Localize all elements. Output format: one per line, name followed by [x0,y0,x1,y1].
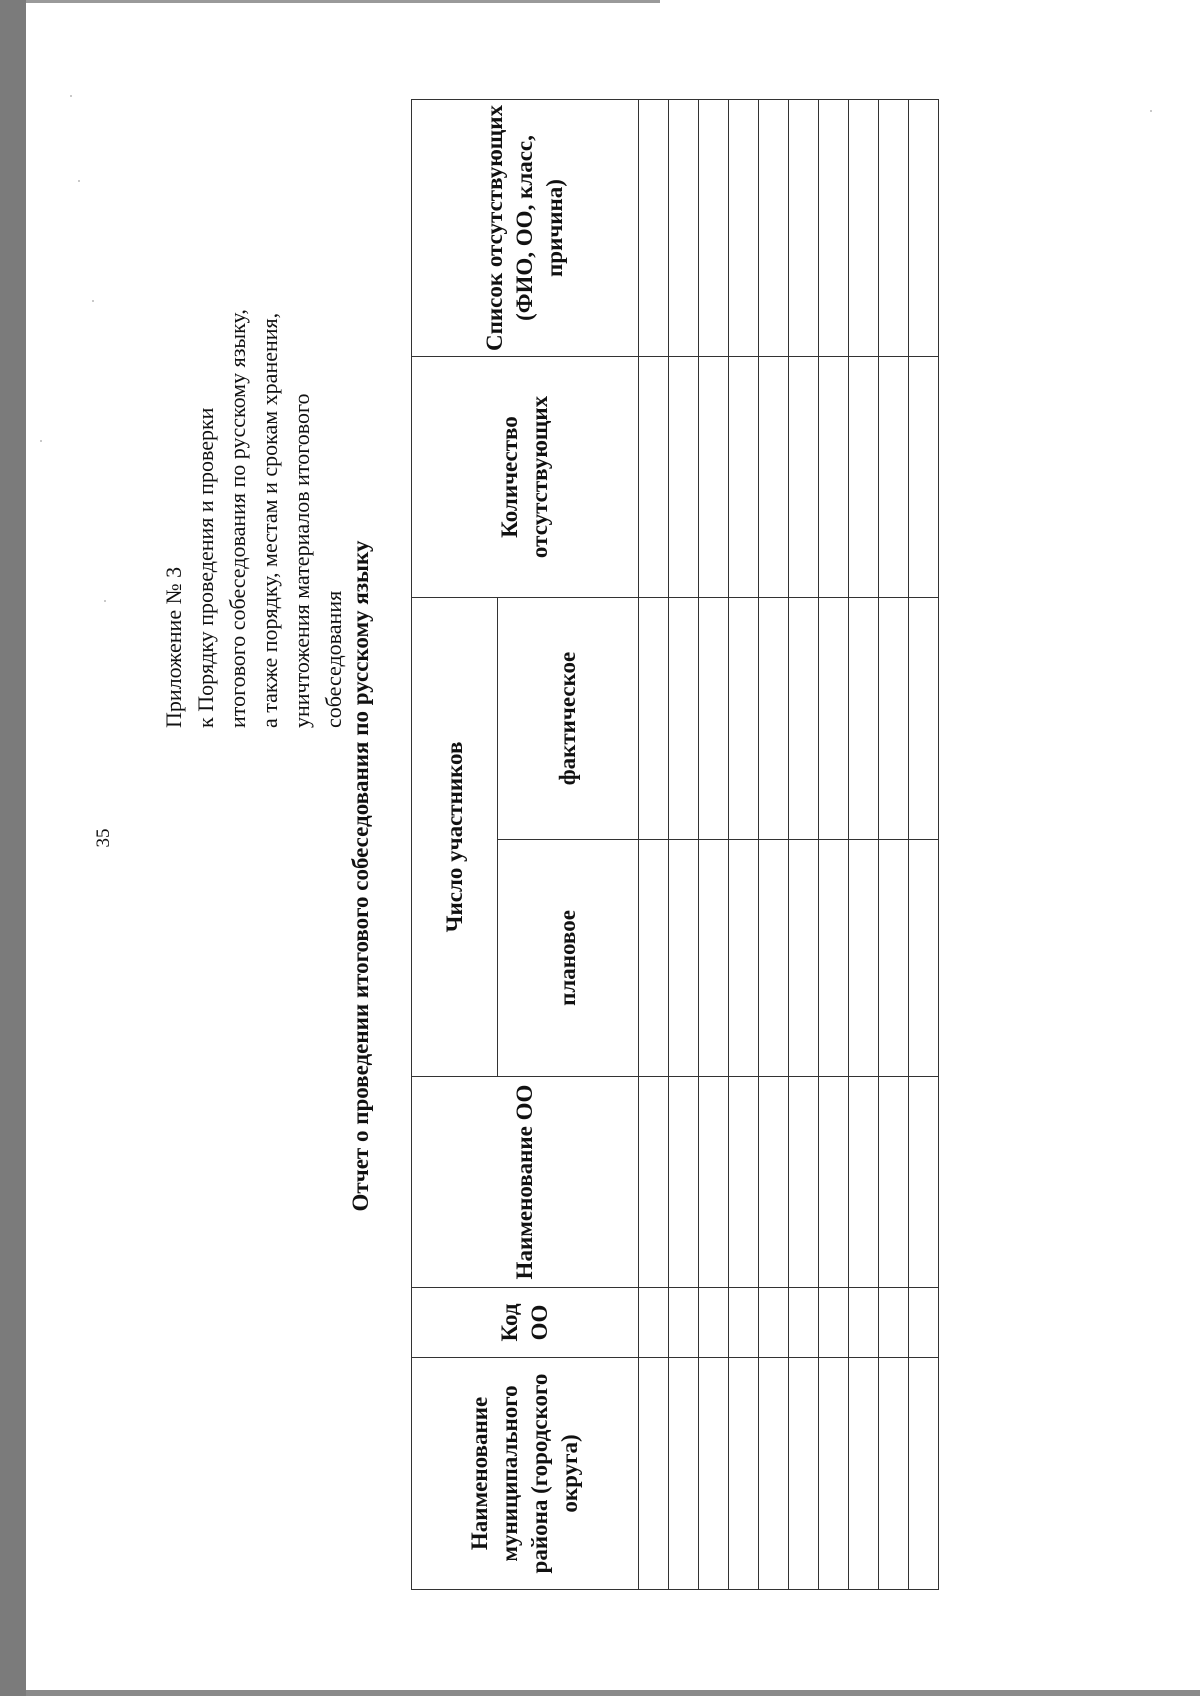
table-row [849,100,879,1590]
appendix-line: а также порядку, местам и срокам хранения, [257,312,282,728]
table-row [699,100,729,1590]
table-cell [729,1288,759,1358]
table-row [909,100,939,1590]
table-cell [759,1288,789,1358]
col-header-absent-list: Список отсутствующих (ФИО, ОО, класс, причина) [412,100,639,357]
table-cell [759,1077,789,1288]
table-body [639,100,939,1590]
table-cell [879,100,909,357]
table-cell [879,1288,909,1358]
table-cell [729,1077,759,1288]
table-cell [669,598,699,840]
table-cell [789,1288,819,1358]
appendix-line: уничтожения материалов итогового [289,393,314,728]
appendix-line: Приложение № 3 [161,566,186,728]
table-cell [909,1288,939,1358]
table-row [789,100,819,1590]
table-cell [759,100,789,357]
table-row [729,100,759,1590]
table-row [759,100,789,1590]
table-cell [789,357,819,598]
appendix-reference [158,258,350,728]
table-cell [819,598,849,840]
table-cell [729,100,759,357]
table-cell [819,1288,849,1358]
table-cell [849,1077,879,1288]
table-cell [819,357,849,598]
table-cell [729,840,759,1077]
report-table [411,99,939,1590]
table-cell [729,1358,759,1590]
table-cell [759,840,789,1077]
appendix-line: собеседования [321,590,346,728]
table-cell [909,598,939,840]
table-cell [879,840,909,1077]
table-cell [789,840,819,1077]
table-cell [729,357,759,598]
col-header-absent-count: Количество отсутствующих [412,357,639,598]
table-cell [909,1077,939,1288]
table-cell [849,1358,879,1590]
table-cell [879,1358,909,1590]
table-cell [639,598,669,840]
table-cell [669,357,699,598]
table-cell [879,1077,909,1288]
table-cell [699,100,729,357]
table-cell [639,100,669,357]
table-cell [759,357,789,598]
table-cell [849,100,879,357]
table-row [639,100,669,1590]
table-cell [699,1358,729,1590]
appendix-line: итогового собеседования по русскому языку, [225,309,250,728]
col-header-org-code: Код ОО [412,1288,639,1358]
table-cell [639,1288,669,1358]
table-cell [789,598,819,840]
table-cell [849,1288,879,1358]
table-cell [639,1077,669,1288]
appendix-line: к Порядку проведения и проверки [193,407,218,728]
table-cell [849,357,879,598]
table-cell [879,598,909,840]
table-cell [819,1077,849,1288]
table-cell [789,100,819,357]
table-cell [699,840,729,1077]
table-cell [639,357,669,598]
table-cell [669,100,699,357]
table-cell [639,1358,669,1590]
table-cell [699,1077,729,1288]
table-cell [909,1358,939,1590]
col-header-org-name: Наименование ОО [412,1077,639,1288]
table-cell [669,1288,699,1358]
table-cell [759,598,789,840]
col-header-actual: фактическое [498,598,639,840]
table-cell [819,1358,849,1590]
col-header-participants: Число участников [412,598,498,1077]
table-cell [909,100,939,357]
table-cell [849,840,879,1077]
table-cell [669,840,699,1077]
report-title: Отчет о проведении итогового собеседования по русскому языку [348,540,373,1212]
table-row [879,100,909,1590]
table-cell [819,100,849,357]
table-cell [879,357,909,598]
table-cell [639,840,669,1077]
table-cell [789,1077,819,1288]
table-cell [729,598,759,840]
table-cell [789,1358,819,1590]
table-header-row [412,100,498,1590]
col-header-planned: плановое [498,840,639,1077]
table-cell [909,840,939,1077]
table-row [819,100,849,1590]
table-cell [699,1288,729,1358]
table-cell [669,1077,699,1288]
table-cell [819,840,849,1077]
table-cell [699,357,729,598]
table-cell [699,598,729,840]
table-cell [759,1358,789,1590]
col-header-municipality: Наименование муниципального района (городского округа) [412,1358,639,1590]
table-cell [849,598,879,840]
table-row [669,100,699,1590]
table-cell [669,1358,699,1590]
table-cell [909,357,939,598]
page-number: 35 [93,828,114,848]
